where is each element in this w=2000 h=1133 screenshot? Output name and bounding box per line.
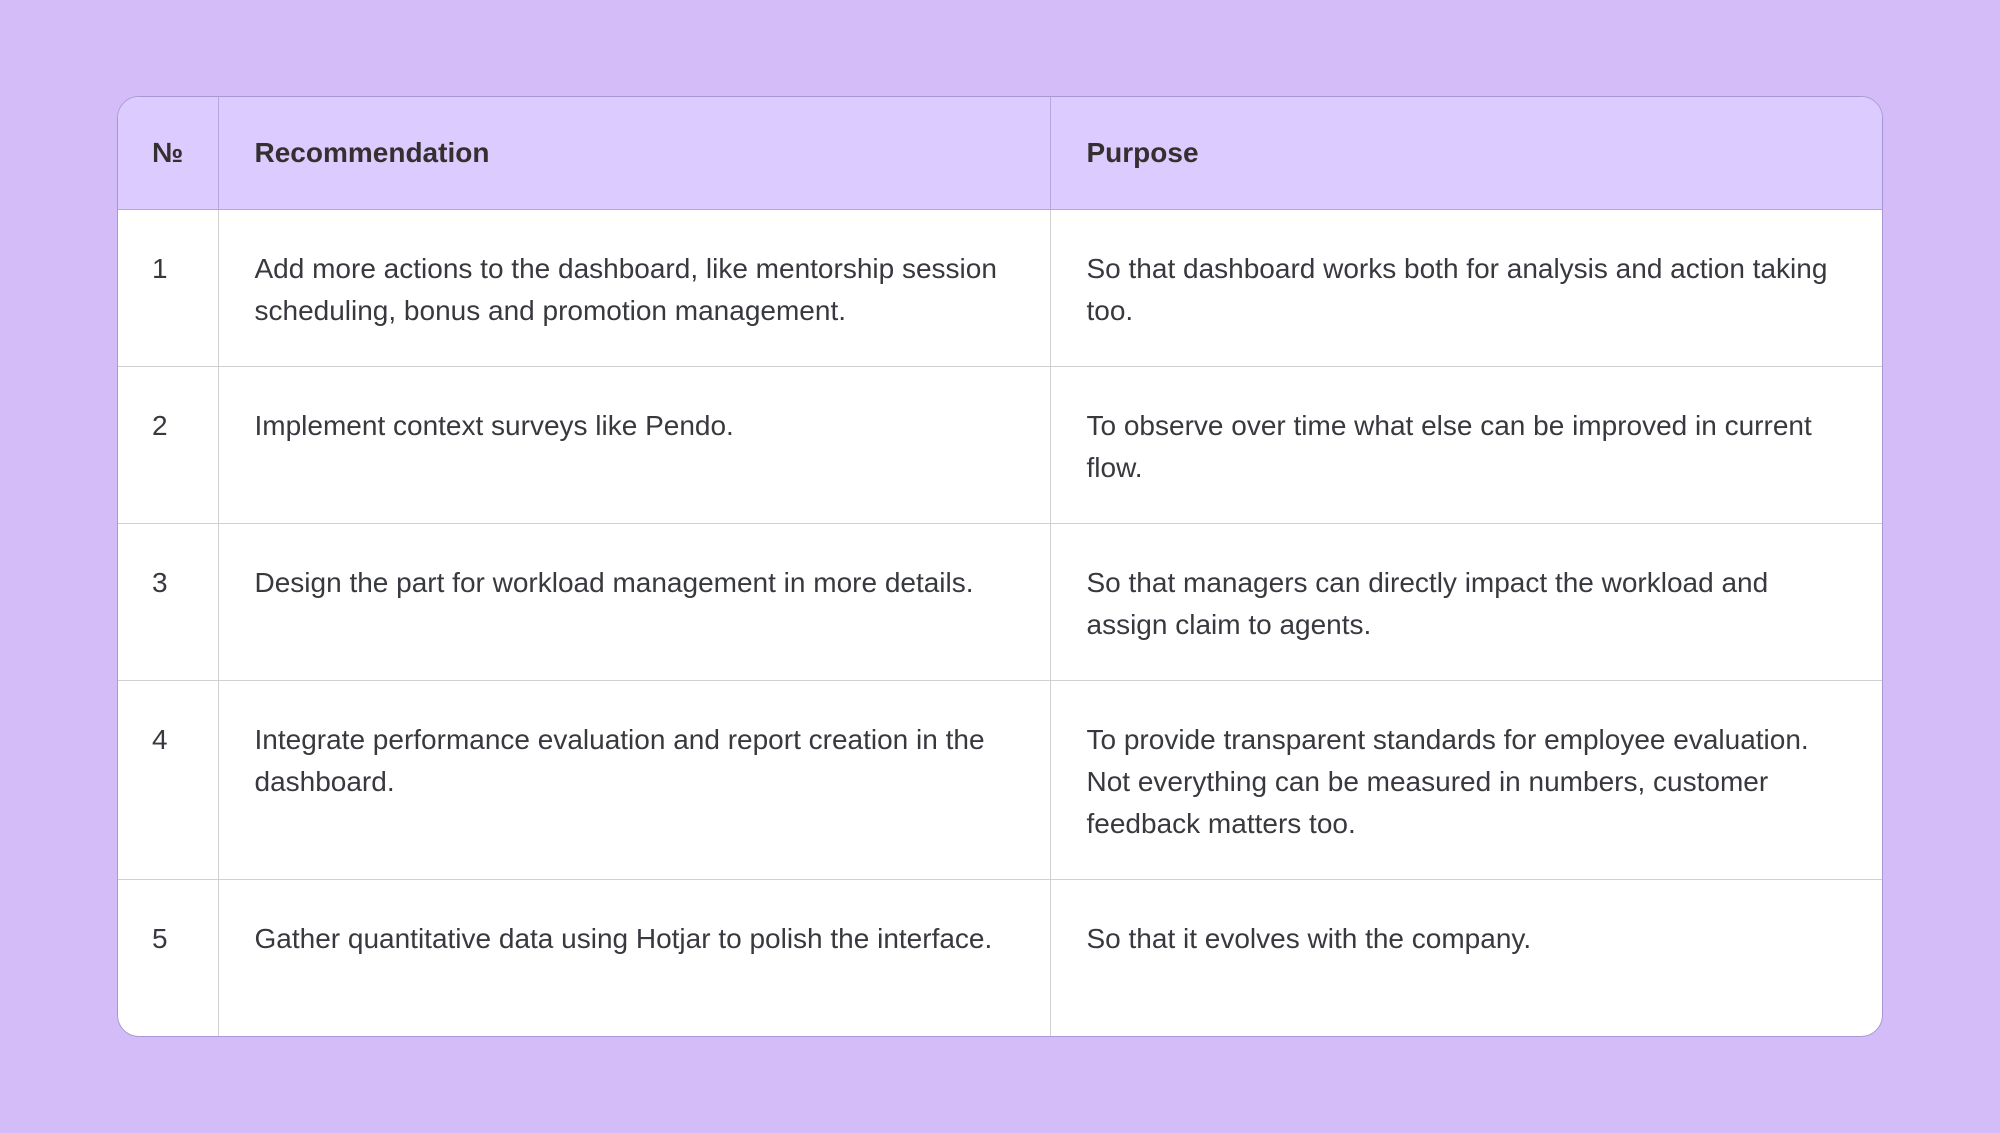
- row-recommendation: Design the part for workload management in more details.: [218, 523, 1050, 680]
- row-number: 5: [118, 879, 218, 1036]
- row-recommendation: Implement context surveys like Pendo.: [218, 366, 1050, 523]
- recommendations-table: [118, 97, 1882, 1036]
- table-row: [118, 366, 1882, 523]
- recommendations-table-card: [117, 96, 1883, 1037]
- table-header: [118, 97, 1882, 209]
- row-purpose: So that dashboard works both for analysis and action taking too.: [1050, 209, 1882, 366]
- row-recommendation: Add more actions to the dashboard, like mentorship session scheduling, bonus and promotion management.: [218, 209, 1050, 366]
- table-row: [118, 523, 1882, 680]
- row-number: 3: [118, 523, 218, 680]
- table-row: [118, 680, 1882, 879]
- row-number: 1: [118, 209, 218, 366]
- header-row: [118, 97, 1882, 209]
- row-number: 4: [118, 680, 218, 879]
- row-purpose: So that managers can directly impact the workload and assign claim to agents.: [1050, 523, 1882, 680]
- row-recommendation: Gather quantitative data using Hotjar to polish the interface.: [218, 879, 1050, 1036]
- header-number: №: [118, 97, 218, 209]
- row-purpose: So that it evolves with the company.: [1086, 922, 1532, 954]
- table-row: [118, 879, 1882, 1036]
- row-number: 2: [118, 366, 218, 523]
- row-recommendation: Integrate performance evaluation and report creation in the dashboard.: [218, 680, 1050, 879]
- table-row: [118, 209, 1882, 366]
- header-recommendation: Recommendation: [218, 97, 1050, 209]
- row-purpose: To provide transparent standards for employee evaluation. Not everything can be measured in numbers, customer feedback matters too.: [1050, 680, 1882, 879]
- table-body: [118, 209, 1882, 1036]
- row-purpose: To observe over time what else can be improved in current flow.: [1050, 366, 1882, 523]
- header-purpose: Purpose: [1050, 97, 1882, 209]
